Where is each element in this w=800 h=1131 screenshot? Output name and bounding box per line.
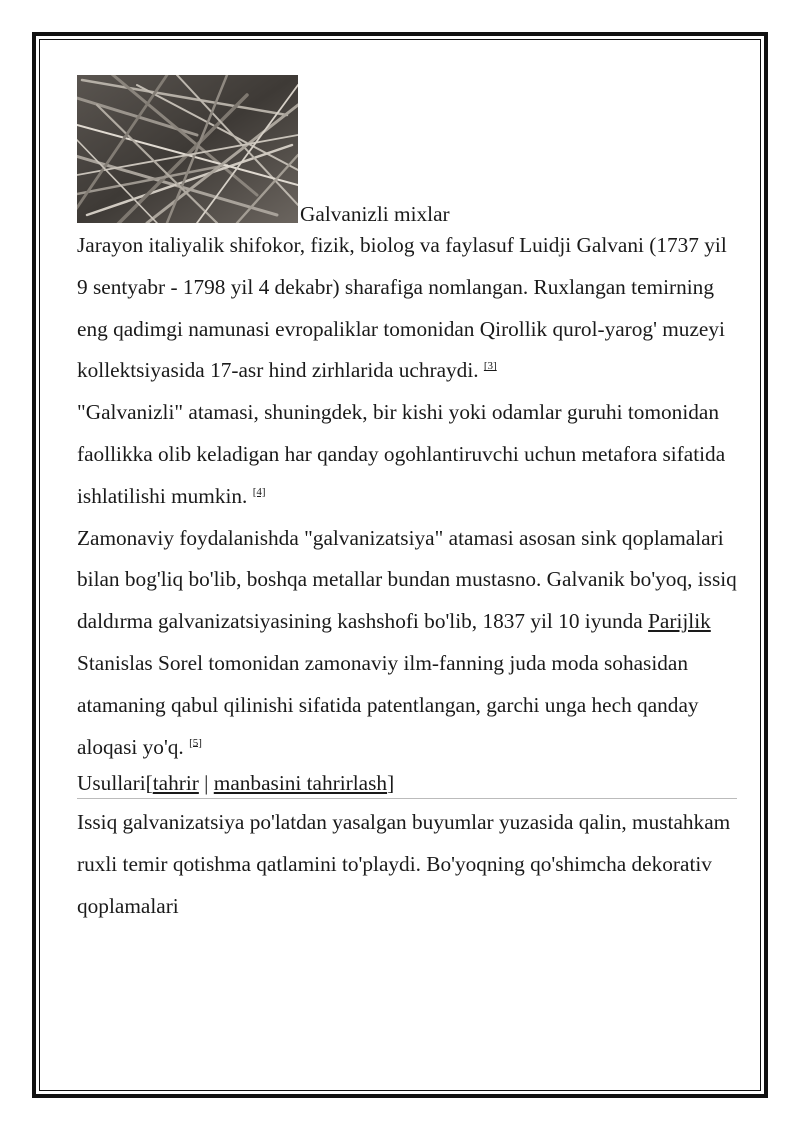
edit-section-link[interactable]: tahrir bbox=[152, 771, 199, 796]
paragraph-metaphor bbox=[77, 392, 737, 517]
section-title: Usullari bbox=[77, 771, 146, 796]
parijlik-link[interactable]: Parijlik bbox=[648, 609, 711, 634]
section-heading-methods bbox=[77, 768, 737, 799]
figure bbox=[77, 75, 737, 225]
reference-3[interactable]: [3] bbox=[483, 360, 497, 373]
edit-open-bracket: [ bbox=[145, 771, 153, 796]
paragraph-modern-usage bbox=[77, 518, 737, 769]
paragraph-metaphor-text: "Galvanizli" atamasi, shuningdek, bir kishi yoki odamlar guruhi tomonidan faollikka olib keladigan har qanday ogohlantiruvchi uchun metafora sifatida ishlatilishi mumkin. bbox=[77, 400, 726, 508]
paragraph-modern-usage-text: Zamonaviy foydalanishda "galvanizatsiya" atamasi asosan sink qoplamalari bilan bog'liq bo'lib, boshqa metallar bundan mustasno. Galvanik bo'yoq, issiq daldırma galvanizatsiyasining kashshofi bo'lib, 1837 yil 10 iyunda bbox=[77, 525, 737, 634]
paragraph-hot-dip: Issiq galvanizatsiya po'latdan yasalgan buyumlar yuzasida qalin, mustahkam ruxli temir qotishma qatlamini to'playdi. Bo'yoqning qo'shimcha dekorativ qoplamalari bbox=[77, 810, 731, 918]
reference-5[interactable]: [5] bbox=[189, 736, 202, 749]
figure-caption: Galvanizli mixlar bbox=[300, 202, 450, 226]
edit-close-bracket: ] bbox=[387, 771, 395, 796]
galvanized-nails-image[interactable] bbox=[77, 75, 298, 223]
reference-4[interactable]: [4] bbox=[252, 485, 266, 498]
edit-source-link[interactable]: manbasini tahrirlash bbox=[213, 771, 388, 796]
paragraph-history bbox=[77, 225, 737, 392]
paragraph-history-text: Jarayon italiyalik shifokor, fizik, biolog va faylasuf Luidji Galvani (1737 yil 9 sentyabr - 1798 yil 4 dekabr) sharafiga nomlangan. Ruxlangan temirning eng qadimgi namunasi evropaliklar tomonidan Qirollik qurol-yarog' muzeyi kollektsiyasida 17-asr hind zirhlarida uchraydi. bbox=[77, 233, 727, 383]
edit-separator: | bbox=[198, 771, 214, 796]
article-body bbox=[77, 75, 737, 928]
paragraph-modern-usage-text-cont: Stanislas Sorel tomonidan zamonaviy ilm-fanning juda moda sohasidan atamaning qabul qilinishi sifatida patentlangan, garchi unga hech qanday aloqasi yo'q. bbox=[77, 650, 699, 759]
